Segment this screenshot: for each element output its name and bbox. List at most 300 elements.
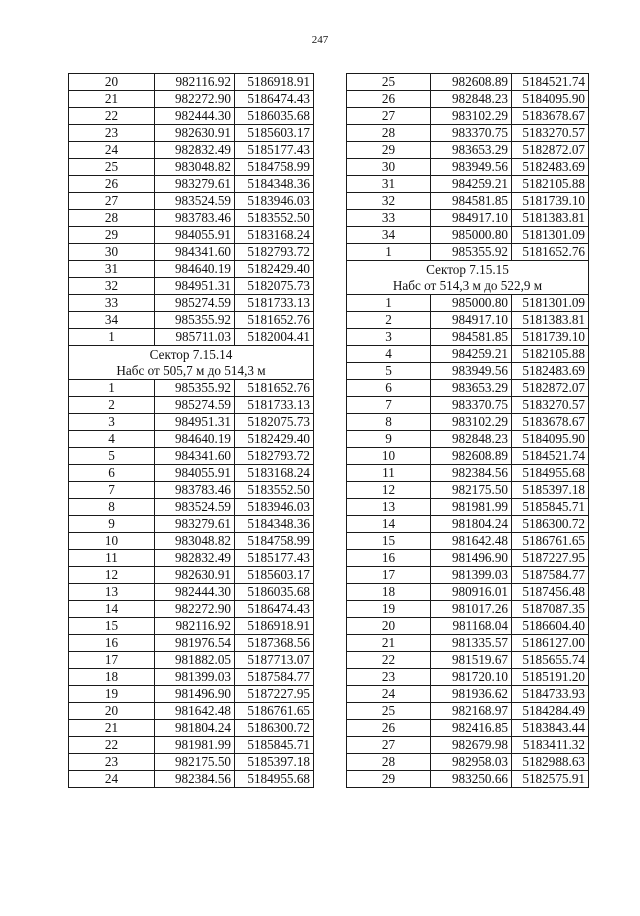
- x-coordinate-cell: 985274.59: [155, 295, 235, 312]
- table-row: [69, 754, 314, 771]
- point-number-cell: 12: [69, 567, 155, 584]
- point-number-cell: 5: [69, 448, 155, 465]
- x-coordinate-cell: 981496.90: [431, 550, 512, 567]
- x-coordinate-cell: 982608.89: [431, 74, 512, 91]
- y-coordinate-cell: 5181652.76: [235, 380, 314, 397]
- y-coordinate-cell: 5186300.72: [512, 516, 589, 533]
- table-row: [69, 618, 314, 635]
- table-row: [69, 397, 314, 414]
- table-row: [69, 499, 314, 516]
- page-number: 247: [311, 34, 329, 46]
- y-coordinate-cell: 5182793.72: [235, 448, 314, 465]
- table-row: [69, 584, 314, 601]
- table-row: [347, 431, 589, 448]
- point-number-cell: 34: [69, 312, 155, 329]
- y-coordinate-cell: 5183552.50: [235, 210, 314, 227]
- y-coordinate-cell: 5183678.67: [512, 108, 589, 125]
- table-row: [347, 584, 589, 601]
- x-coordinate-cell: 981936.62: [431, 686, 512, 703]
- point-number-cell: 30: [69, 244, 155, 261]
- point-number-cell: 9: [347, 431, 431, 448]
- point-number-cell: 2: [69, 397, 155, 414]
- point-number-cell: 6: [69, 465, 155, 482]
- point-number-cell: 25: [347, 74, 431, 91]
- point-number-cell: 22: [347, 652, 431, 669]
- y-coordinate-cell: 5184955.68: [512, 465, 589, 482]
- x-coordinate-cell: 984640.19: [155, 261, 235, 278]
- point-number-cell: 33: [347, 210, 431, 227]
- table-row: [69, 176, 314, 193]
- table-row: [347, 499, 589, 516]
- x-coordinate-cell: 983653.29: [431, 142, 512, 159]
- point-number-cell: 22: [69, 737, 155, 754]
- y-coordinate-cell: 5183270.57: [512, 397, 589, 414]
- y-coordinate-cell: 5181383.81: [512, 312, 589, 329]
- table-row: [347, 737, 589, 754]
- table-row: [69, 635, 314, 652]
- table-row: [347, 244, 589, 261]
- point-number-cell: 31: [69, 261, 155, 278]
- y-coordinate-cell: 5187227.95: [512, 550, 589, 567]
- x-coordinate-cell: 981642.48: [155, 703, 235, 720]
- y-coordinate-cell: 5185191.20: [512, 669, 589, 686]
- x-coordinate-cell: 981399.03: [431, 567, 512, 584]
- table-row: [347, 380, 589, 397]
- point-number-cell: 17: [69, 652, 155, 669]
- table-row: [347, 329, 589, 346]
- x-coordinate-cell: 981882.05: [155, 652, 235, 669]
- y-coordinate-cell: 5184095.90: [512, 91, 589, 108]
- y-coordinate-cell: 5186035.68: [235, 584, 314, 601]
- table-row: [69, 74, 314, 91]
- y-coordinate-cell: 5184758.99: [235, 533, 314, 550]
- point-number-cell: 29: [347, 142, 431, 159]
- x-coordinate-cell: 982958.03: [431, 754, 512, 771]
- table-row: [347, 754, 589, 771]
- point-number-cell: 2: [347, 312, 431, 329]
- y-coordinate-cell: 5183168.24: [235, 227, 314, 244]
- x-coordinate-cell: 983370.75: [431, 125, 512, 142]
- table-row: [347, 635, 589, 652]
- y-coordinate-cell: 5182429.40: [235, 431, 314, 448]
- section-title: Сектор 7.15.14: [69, 346, 314, 363]
- table-row: [347, 601, 589, 618]
- point-number-cell: 1: [347, 244, 431, 261]
- coordinates-table-left: [68, 73, 314, 788]
- y-coordinate-cell: 5183411.32: [512, 737, 589, 754]
- point-number-cell: 1: [69, 380, 155, 397]
- table-row: [69, 465, 314, 482]
- point-number-cell: 3: [347, 329, 431, 346]
- x-coordinate-cell: 981519.67: [431, 652, 512, 669]
- x-coordinate-cell: 985355.92: [155, 380, 235, 397]
- x-coordinate-cell: 984581.85: [431, 193, 512, 210]
- point-number-cell: 24: [69, 771, 155, 788]
- table-row: [69, 414, 314, 431]
- point-number-cell: 18: [69, 669, 155, 686]
- point-number-cell: 10: [347, 448, 431, 465]
- point-number-cell: 1: [69, 329, 155, 346]
- y-coordinate-cell: 5186761.65: [512, 533, 589, 550]
- x-coordinate-cell: 984951.31: [155, 278, 235, 295]
- x-coordinate-cell: 984341.60: [155, 244, 235, 261]
- x-coordinate-cell: 985274.59: [155, 397, 235, 414]
- point-number-cell: 32: [347, 193, 431, 210]
- point-number-cell: 4: [69, 431, 155, 448]
- x-coordinate-cell: 981399.03: [155, 669, 235, 686]
- point-number-cell: 30: [347, 159, 431, 176]
- y-coordinate-cell: 5184095.90: [512, 431, 589, 448]
- y-coordinate-cell: 5187584.77: [235, 669, 314, 686]
- table-row: [347, 533, 589, 550]
- x-coordinate-cell: 982444.30: [155, 108, 235, 125]
- y-coordinate-cell: 5184955.68: [235, 771, 314, 788]
- y-coordinate-cell: 5184348.36: [235, 516, 314, 533]
- section-subtitle-row: [69, 363, 314, 380]
- table-row: [69, 193, 314, 210]
- y-coordinate-cell: 5183678.67: [512, 414, 589, 431]
- y-coordinate-cell: 5181739.10: [512, 193, 589, 210]
- y-coordinate-cell: 5181733.13: [235, 295, 314, 312]
- y-coordinate-cell: 5186918.91: [235, 618, 314, 635]
- point-number-cell: 21: [69, 91, 155, 108]
- table-row: [69, 703, 314, 720]
- point-number-cell: 21: [347, 635, 431, 652]
- x-coordinate-cell: 985711.03: [155, 329, 235, 346]
- y-coordinate-cell: 5181301.09: [512, 295, 589, 312]
- point-number-cell: 26: [347, 720, 431, 737]
- table-row: [69, 533, 314, 550]
- y-coordinate-cell: 5182105.88: [512, 176, 589, 193]
- point-number-cell: 19: [347, 601, 431, 618]
- coordinates-table-right: [346, 73, 589, 788]
- y-coordinate-cell: 5185397.18: [512, 482, 589, 499]
- point-number-cell: 8: [347, 414, 431, 431]
- table-row: [69, 91, 314, 108]
- point-number-cell: 22: [69, 108, 155, 125]
- point-number-cell: 23: [69, 754, 155, 771]
- point-number-cell: 24: [69, 142, 155, 159]
- x-coordinate-cell: 985355.92: [431, 244, 512, 261]
- table-row: [347, 618, 589, 635]
- section-subtitle: Набс от 514,3 м до 522,9 м: [347, 278, 589, 295]
- table-row: [69, 720, 314, 737]
- y-coordinate-cell: 5182988.63: [512, 754, 589, 771]
- y-coordinate-cell: 5182872.07: [512, 142, 589, 159]
- y-coordinate-cell: 5187227.95: [235, 686, 314, 703]
- y-coordinate-cell: 5186300.72: [235, 720, 314, 737]
- point-number-cell: 34: [347, 227, 431, 244]
- table-row: [347, 227, 589, 244]
- table-row: [347, 720, 589, 737]
- x-coordinate-cell: 983279.61: [155, 516, 235, 533]
- point-number-cell: 15: [347, 533, 431, 550]
- table-row: [69, 244, 314, 261]
- y-coordinate-cell: 5183168.24: [235, 465, 314, 482]
- table-row: [69, 669, 314, 686]
- y-coordinate-cell: 5181733.13: [235, 397, 314, 414]
- table-row: [69, 448, 314, 465]
- table-row: [69, 482, 314, 499]
- y-coordinate-cell: 5185845.71: [512, 499, 589, 516]
- y-coordinate-cell: 5182575.91: [512, 771, 589, 788]
- table-row: [69, 601, 314, 618]
- y-coordinate-cell: 5185603.17: [235, 125, 314, 142]
- y-coordinate-cell: 5183946.03: [235, 193, 314, 210]
- y-coordinate-cell: 5187584.77: [512, 567, 589, 584]
- point-number-cell: 6: [347, 380, 431, 397]
- x-coordinate-cell: 985000.80: [431, 227, 512, 244]
- y-coordinate-cell: 5184284.49: [512, 703, 589, 720]
- x-coordinate-cell: 982630.91: [155, 125, 235, 142]
- point-number-cell: 12: [347, 482, 431, 499]
- point-number-cell: 19: [69, 686, 155, 703]
- table-row: [347, 159, 589, 176]
- x-coordinate-cell: 983279.61: [155, 176, 235, 193]
- point-number-cell: 17: [347, 567, 431, 584]
- point-number-cell: 33: [69, 295, 155, 312]
- table-row: [69, 312, 314, 329]
- x-coordinate-cell: 983250.66: [431, 771, 512, 788]
- y-coordinate-cell: 5187087.35: [512, 601, 589, 618]
- x-coordinate-cell: 982608.89: [431, 448, 512, 465]
- y-coordinate-cell: 5186761.65: [235, 703, 314, 720]
- table-row: [69, 125, 314, 142]
- x-coordinate-cell: 984951.31: [155, 414, 235, 431]
- x-coordinate-cell: 982175.50: [431, 482, 512, 499]
- x-coordinate-cell: 982679.98: [431, 737, 512, 754]
- point-number-cell: 13: [69, 584, 155, 601]
- table-row: [69, 210, 314, 227]
- point-number-cell: 3: [69, 414, 155, 431]
- x-coordinate-cell: 984055.91: [155, 227, 235, 244]
- y-coordinate-cell: 5182793.72: [235, 244, 314, 261]
- point-number-cell: 25: [69, 159, 155, 176]
- y-coordinate-cell: 5187456.48: [512, 584, 589, 601]
- x-coordinate-cell: 980916.01: [431, 584, 512, 601]
- table-row: [347, 414, 589, 431]
- point-number-cell: 32: [69, 278, 155, 295]
- point-number-cell: 28: [347, 125, 431, 142]
- point-number-cell: 28: [69, 210, 155, 227]
- table-row: [69, 380, 314, 397]
- x-coordinate-cell: 984581.85: [431, 329, 512, 346]
- y-coordinate-cell: 5186127.00: [512, 635, 589, 652]
- table-row: [69, 516, 314, 533]
- x-coordinate-cell: 984259.21: [431, 346, 512, 363]
- table-row: [347, 193, 589, 210]
- y-coordinate-cell: 5183946.03: [235, 499, 314, 516]
- x-coordinate-cell: 982630.91: [155, 567, 235, 584]
- point-number-cell: 24: [347, 686, 431, 703]
- point-number-cell: 20: [69, 703, 155, 720]
- point-number-cell: 29: [69, 227, 155, 244]
- table-row: [347, 74, 589, 91]
- point-number-cell: 29: [347, 771, 431, 788]
- section-subtitle: Набс от 505,7 м до 514,3 м: [69, 363, 314, 380]
- table-row: [69, 295, 314, 312]
- y-coordinate-cell: 5182075.73: [235, 414, 314, 431]
- y-coordinate-cell: 5181739.10: [512, 329, 589, 346]
- x-coordinate-cell: 982848.23: [431, 91, 512, 108]
- y-coordinate-cell: 5185177.43: [235, 142, 314, 159]
- table-row: [347, 312, 589, 329]
- y-coordinate-cell: 5186918.91: [235, 74, 314, 91]
- y-coordinate-cell: 5181383.81: [512, 210, 589, 227]
- x-coordinate-cell: 983783.46: [155, 210, 235, 227]
- y-coordinate-cell: 5187713.07: [235, 652, 314, 669]
- x-coordinate-cell: 982832.49: [155, 142, 235, 159]
- y-coordinate-cell: 5182075.73: [235, 278, 314, 295]
- x-coordinate-cell: 981981.99: [431, 499, 512, 516]
- x-coordinate-cell: 983949.56: [431, 159, 512, 176]
- section-title: Сектор 7.15.15: [347, 261, 589, 278]
- point-number-cell: 31: [347, 176, 431, 193]
- y-coordinate-cell: 5187368.56: [235, 635, 314, 652]
- x-coordinate-cell: 985000.80: [431, 295, 512, 312]
- point-number-cell: 5: [347, 363, 431, 380]
- x-coordinate-cell: 983949.56: [431, 363, 512, 380]
- x-coordinate-cell: 982116.92: [155, 74, 235, 91]
- point-number-cell: 10: [69, 533, 155, 550]
- point-number-cell: 11: [347, 465, 431, 482]
- point-number-cell: 27: [347, 737, 431, 754]
- x-coordinate-cell: 981804.24: [155, 720, 235, 737]
- x-coordinate-cell: 982848.23: [431, 431, 512, 448]
- x-coordinate-cell: 982384.56: [155, 771, 235, 788]
- y-coordinate-cell: 5185845.71: [235, 737, 314, 754]
- table-row: [69, 142, 314, 159]
- table-row: [69, 567, 314, 584]
- y-coordinate-cell: 5184733.93: [512, 686, 589, 703]
- y-coordinate-cell: 5181652.76: [235, 312, 314, 329]
- point-number-cell: 16: [347, 550, 431, 567]
- x-coordinate-cell: 983102.29: [431, 108, 512, 125]
- section-title-row: [347, 261, 589, 278]
- table-row: [347, 448, 589, 465]
- table-row: [347, 771, 589, 788]
- y-coordinate-cell: 5182004.41: [235, 329, 314, 346]
- y-coordinate-cell: 5182429.40: [235, 261, 314, 278]
- point-number-cell: 21: [69, 720, 155, 737]
- point-number-cell: 1: [347, 295, 431, 312]
- table-row: [347, 108, 589, 125]
- y-coordinate-cell: 5183270.57: [512, 125, 589, 142]
- x-coordinate-cell: 984917.10: [431, 312, 512, 329]
- table-row: [347, 176, 589, 193]
- point-number-cell: 14: [69, 601, 155, 618]
- y-coordinate-cell: 5184348.36: [235, 176, 314, 193]
- y-coordinate-cell: 5185603.17: [235, 567, 314, 584]
- point-number-cell: 9: [69, 516, 155, 533]
- point-number-cell: 26: [69, 176, 155, 193]
- x-coordinate-cell: 985355.92: [155, 312, 235, 329]
- x-coordinate-cell: 983524.59: [155, 193, 235, 210]
- point-number-cell: 7: [347, 397, 431, 414]
- table-row: [347, 482, 589, 499]
- table-row: [347, 125, 589, 142]
- y-coordinate-cell: 5186474.43: [235, 601, 314, 618]
- table-row: [69, 771, 314, 788]
- x-coordinate-cell: 981496.90: [155, 686, 235, 703]
- table-row: [347, 669, 589, 686]
- table-row: [347, 703, 589, 720]
- table-row: [347, 91, 589, 108]
- x-coordinate-cell: 981976.54: [155, 635, 235, 652]
- x-coordinate-cell: 983370.75: [431, 397, 512, 414]
- y-coordinate-cell: 5186035.68: [235, 108, 314, 125]
- y-coordinate-cell: 5182483.69: [512, 159, 589, 176]
- point-number-cell: 27: [69, 193, 155, 210]
- table-row: [69, 431, 314, 448]
- table-row: [69, 737, 314, 754]
- point-number-cell: 16: [69, 635, 155, 652]
- y-coordinate-cell: 5182483.69: [512, 363, 589, 380]
- y-coordinate-cell: 5183843.44: [512, 720, 589, 737]
- table-row: [347, 210, 589, 227]
- point-number-cell: 26: [347, 91, 431, 108]
- x-coordinate-cell: 982272.90: [155, 91, 235, 108]
- x-coordinate-cell: 981017.26: [431, 601, 512, 618]
- y-coordinate-cell: 5185177.43: [235, 550, 314, 567]
- point-number-cell: 13: [347, 499, 431, 516]
- table-row: [347, 363, 589, 380]
- table-row: [69, 108, 314, 125]
- x-coordinate-cell: 982832.49: [155, 550, 235, 567]
- table-row: [347, 397, 589, 414]
- point-number-cell: 23: [69, 125, 155, 142]
- y-coordinate-cell: 5183552.50: [235, 482, 314, 499]
- table-row: [69, 686, 314, 703]
- table-row: [347, 550, 589, 567]
- y-coordinate-cell: 5186474.43: [235, 91, 314, 108]
- y-coordinate-cell: 5185397.18: [235, 754, 314, 771]
- x-coordinate-cell: 981335.57: [431, 635, 512, 652]
- point-number-cell: 18: [347, 584, 431, 601]
- section-title-row: [69, 346, 314, 363]
- x-coordinate-cell: 983048.82: [155, 533, 235, 550]
- table-row: [347, 295, 589, 312]
- point-number-cell: 28: [347, 754, 431, 771]
- x-coordinate-cell: 981981.99: [155, 737, 235, 754]
- y-coordinate-cell: 5186604.40: [512, 618, 589, 635]
- point-number-cell: 14: [347, 516, 431, 533]
- x-coordinate-cell: 983524.59: [155, 499, 235, 516]
- point-number-cell: 8: [69, 499, 155, 516]
- section-subtitle-row: [347, 278, 589, 295]
- x-coordinate-cell: 984259.21: [431, 176, 512, 193]
- x-coordinate-cell: 982444.30: [155, 584, 235, 601]
- x-coordinate-cell: 983783.46: [155, 482, 235, 499]
- table-row: [69, 227, 314, 244]
- table-row: [347, 142, 589, 159]
- point-number-cell: 7: [69, 482, 155, 499]
- point-number-cell: 11: [69, 550, 155, 567]
- x-coordinate-cell: 983048.82: [155, 159, 235, 176]
- table-row: [347, 346, 589, 363]
- table-row: [69, 329, 314, 346]
- table-row: [347, 567, 589, 584]
- y-coordinate-cell: 5181652.76: [512, 244, 589, 261]
- point-number-cell: 20: [69, 74, 155, 91]
- x-coordinate-cell: 982175.50: [155, 754, 235, 771]
- x-coordinate-cell: 984640.19: [155, 431, 235, 448]
- x-coordinate-cell: 981804.24: [431, 516, 512, 533]
- y-coordinate-cell: 5185655.74: [512, 652, 589, 669]
- y-coordinate-cell: 5182872.07: [512, 380, 589, 397]
- y-coordinate-cell: 5184521.74: [512, 74, 589, 91]
- point-number-cell: 25: [347, 703, 431, 720]
